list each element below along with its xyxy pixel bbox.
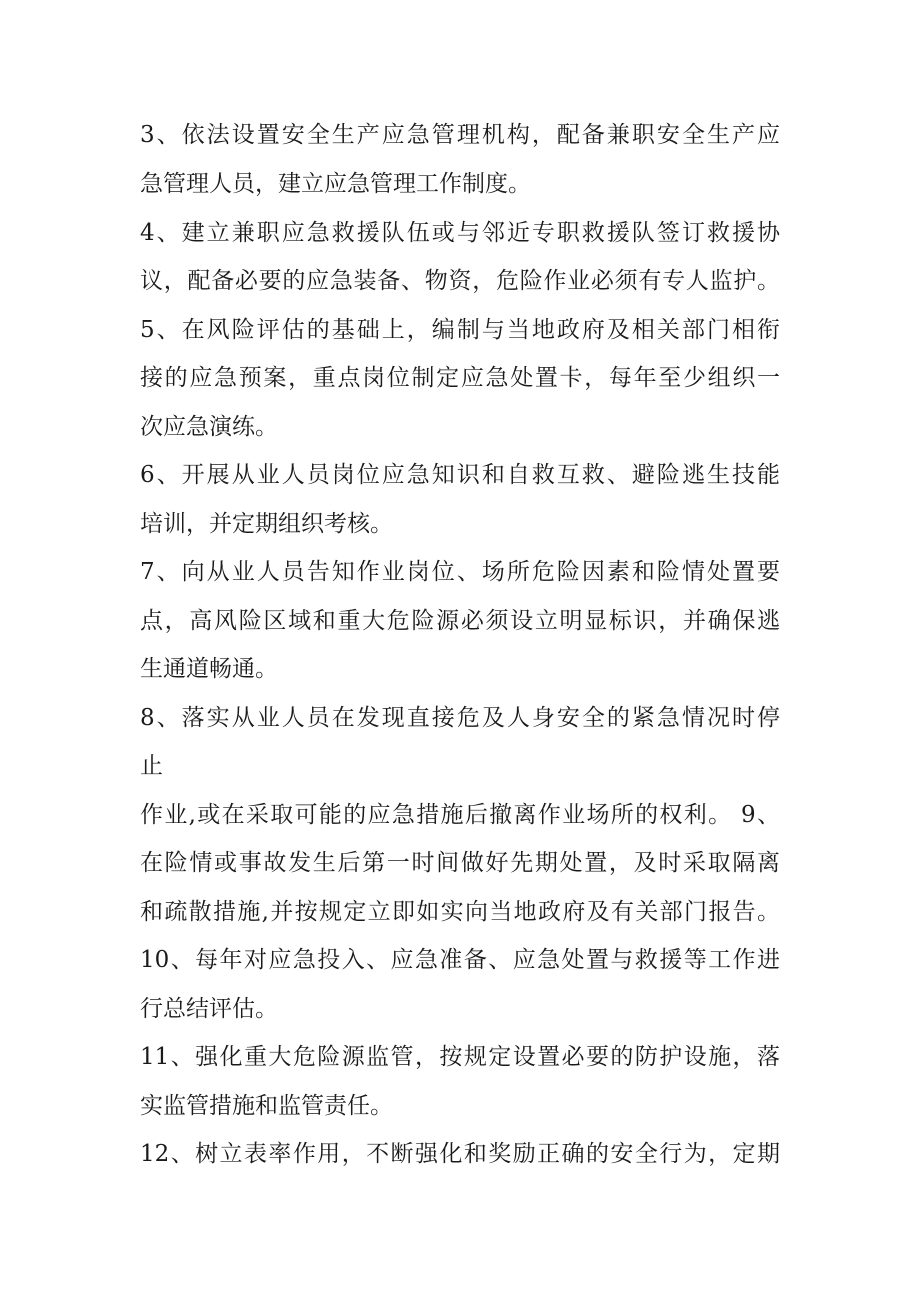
text-line: 8、落实从业人员在发现直接危及人身安全的紧急情况时停: [140, 705, 780, 731]
text-line: 急管理人员，建立应急管理工作制度。: [140, 171, 531, 197]
text-line: 4、建立兼职应急救援队伍或与邻近专职救援队签订救援协: [140, 220, 780, 246]
text-line: 6、开展从业人员岗位应急知识和自救互救、避险逃生技能: [140, 462, 780, 488]
text-line: 生通道畅通。: [140, 656, 278, 682]
text-line: 12、树立表率作用，不断强化和奖励正确的安全行为，定期: [140, 1141, 780, 1167]
text-line: 接的应急预案，重点岗位制定应急处置卡，每年至少组织一: [140, 365, 780, 391]
text-line: 11、强化重大危险源监管，按规定设置必要的防护设施，落: [140, 1044, 780, 1070]
text-line: 在险情或事故发生后第一时间做好先期处置，及时采取隔离: [140, 850, 780, 876]
text-line: 议，配备必要的应急装备、物资，危险作业必须有专人监护。: [140, 268, 780, 294]
text-line: 3、依法设置安全生产应急管理机构，配备兼职安全生产应: [140, 122, 780, 148]
text-line: 5、在风险评估的基础上，编制与当地政府及相关部门相衔: [140, 317, 780, 343]
text-line: 和疏散措施,并按规定立即如实向当地政府及有关部门报告。: [140, 899, 780, 925]
text-line: 7、向从业人员告知作业岗位、场所危险因素和险情处置要: [140, 559, 780, 585]
text-line: 行总结评估。: [140, 996, 278, 1022]
text-line: 实监管措施和监管责任。: [140, 1093, 393, 1119]
text-line: 点，高风险区域和重大危险源必须设立明显标识，并确保逃: [140, 608, 780, 634]
text-line: 10、每年对应急投入、应急准备、应急处置与救援等工作进: [140, 947, 780, 973]
text-line: 次应急演练。: [140, 414, 278, 440]
text-line: 止: [140, 753, 163, 779]
text-line: 培训，并定期组织考核。: [140, 511, 393, 537]
text-line: 作业,或在采取可能的应急措施后撤离作业场所的权利。 9、: [140, 802, 780, 828]
